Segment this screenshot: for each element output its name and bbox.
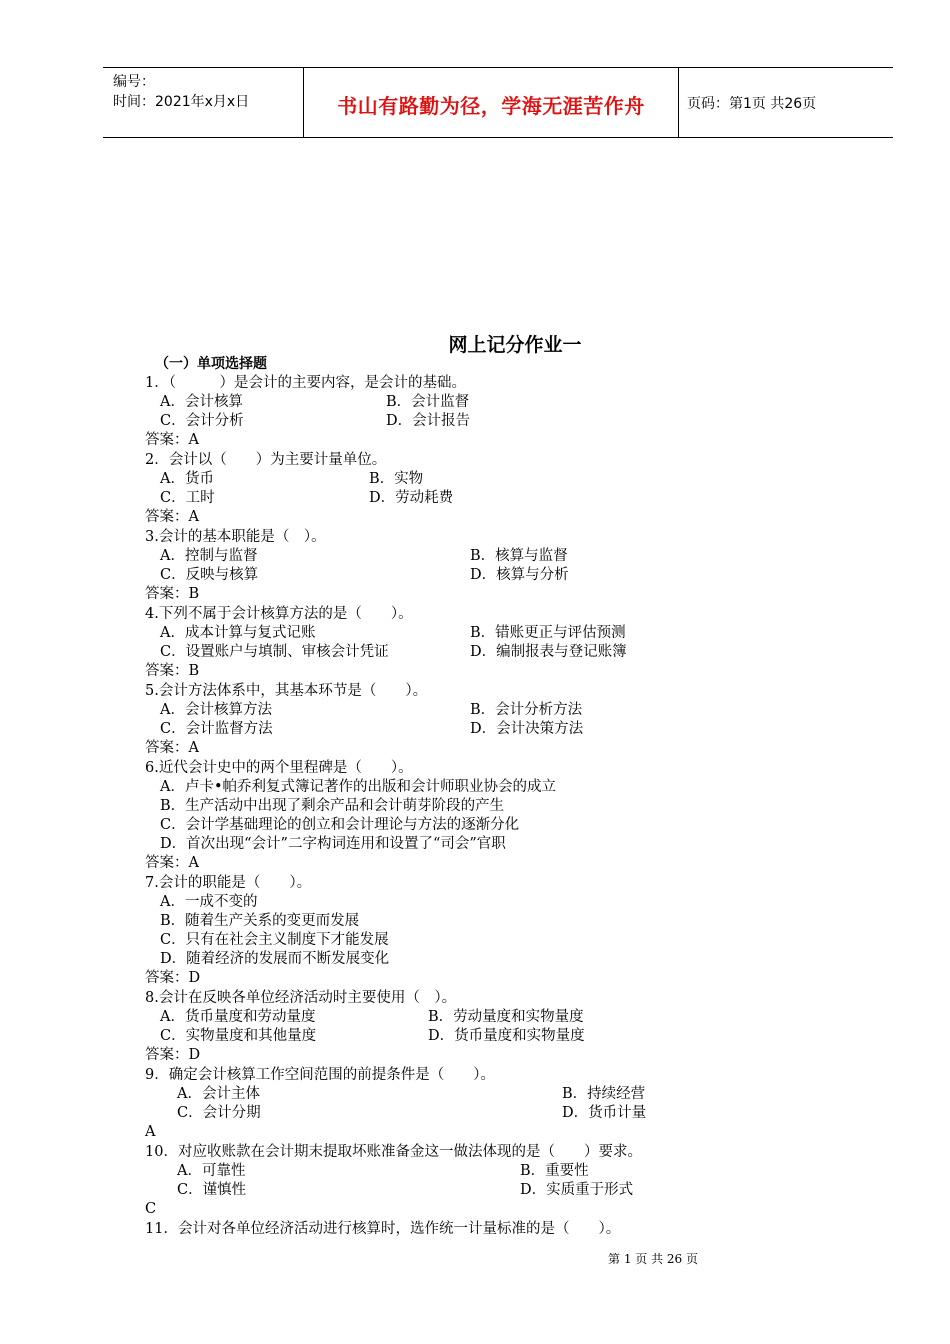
option: C．会计分期 [177, 1105, 261, 1121]
answer: 答案：A [145, 432, 199, 448]
option: C．谨慎性 [177, 1182, 247, 1198]
header-page-label: 页码：第1页 共26页 [687, 96, 817, 112]
option: B．劳动量度和实物量度 [428, 1009, 584, 1025]
header-meta [113, 72, 249, 112]
question-text: 9．确定会计核算工作空间范围的前提条件是（ ）。 [145, 1067, 495, 1083]
answer: 答案：D [145, 970, 201, 986]
option: A．控制与监督 [160, 548, 258, 564]
time-label: 时间：2021年x月x日 [113, 94, 250, 110]
option: D．随着经济的发展而不断发展变化 [160, 951, 390, 967]
page-footer: 第 1 页 共 26 页 [608, 1252, 698, 1266]
option: D．货币计量 [562, 1105, 647, 1121]
answer: 答案：A [145, 740, 199, 756]
question-text: 7.会计的职能是（ ）。 [145, 875, 312, 891]
option: D．核算与分析 [470, 567, 569, 583]
option: C．工时 [160, 490, 215, 506]
option: D．货币量度和实物量度 [428, 1028, 585, 1044]
answer: 答案：A [145, 855, 199, 871]
question-text: 8.会计在反映各单位经济活动时主要使用（ ）。 [145, 990, 457, 1006]
serial-label: 编号： [113, 74, 155, 90]
option: B．生产活动中出现了剩余产品和会计萌芽阶段的产生 [160, 798, 505, 814]
option: D．编制报表与登记账簿 [470, 644, 627, 660]
option: B．错账更正与评估预测 [470, 625, 626, 641]
question-text: 4.下列不属于会计核算方法的是（ ）。 [145, 606, 413, 622]
question-text: 5.会计方法体系中，其基本环节是（ ）。 [145, 683, 428, 699]
option: C．实物量度和其他量度 [160, 1028, 317, 1044]
answer: C [145, 1201, 157, 1217]
option: B．实物 [369, 471, 424, 487]
answer: A [145, 1124, 156, 1140]
question-text: 1．（ ）是会计的主要内容，是会计的基础。 [145, 375, 466, 391]
answer: 答案：A [145, 509, 199, 525]
option: A．一成不变的 [160, 894, 258, 910]
option: B．会计分析方法 [470, 702, 583, 718]
option: B．持续经营 [562, 1086, 646, 1102]
document-title: 网上记分作业一 [448, 334, 582, 356]
option: A．会计核算 [160, 394, 243, 410]
option: B．随着生产关系的变更而发展 [160, 913, 360, 929]
option: A．货币量度和劳动量度 [160, 1009, 316, 1025]
option: C．会计学基础理论的创立和会计理论与方法的逐渐分化 [160, 817, 520, 833]
option: D．实质重于形式 [520, 1182, 634, 1198]
option: A．成本计算与复式记账 [160, 625, 316, 641]
option: A．卢卡•帕乔利复式簿记著作的出版和会计师职业协会的成立 [160, 779, 557, 795]
option: A．会计核算方法 [160, 702, 272, 718]
option: D．会计报告 [386, 413, 471, 429]
answer: 答案：D [145, 1047, 201, 1063]
option: D．首次出现“会计”二字构词连用和设置了“司会”官职 [160, 836, 506, 852]
question-text: 6.近代会计史中的两个里程碑是（ ）。 [145, 760, 413, 776]
option: B．会计监督 [386, 394, 470, 410]
option: B．核算与监督 [470, 548, 568, 564]
option: A．货币 [160, 471, 214, 487]
question-text: 2．会计以（ ）为主要计量单位。 [145, 452, 387, 468]
option: B．重要性 [520, 1163, 589, 1179]
option: A．会计主体 [177, 1086, 260, 1102]
option: A．可靠性 [177, 1163, 246, 1179]
header-divider [678, 68, 679, 137]
option: C．只有在社会主义制度下才能发展 [160, 932, 389, 948]
section-title: （一）单项选择题 [155, 356, 267, 372]
option: C．设置账户与填制、审核会计凭证 [160, 644, 389, 660]
page-header [103, 67, 893, 138]
answer: 答案：B [145, 586, 200, 602]
answer: 答案：B [145, 663, 200, 679]
question-text: 10．对应收账款在会计期末提取坏账准备金这一做法体现的是（ ）要求。 [145, 1144, 642, 1160]
option: C．会计监督方法 [160, 721, 273, 737]
question-text: 3.会计的基本职能是（ ）。 [145, 529, 326, 545]
option: D．劳动耗费 [369, 490, 454, 506]
option: D．会计决策方法 [470, 721, 584, 737]
question-text: 11．会计对各单位经济活动进行核算时，选作统一计量标准的是（ ）。 [145, 1221, 621, 1237]
option: C．反映与核算 [160, 567, 259, 583]
option: C．会计分析 [160, 413, 244, 429]
header-motto: 书山有路勤为径，学海无涯苦作舟 [337, 94, 645, 118]
